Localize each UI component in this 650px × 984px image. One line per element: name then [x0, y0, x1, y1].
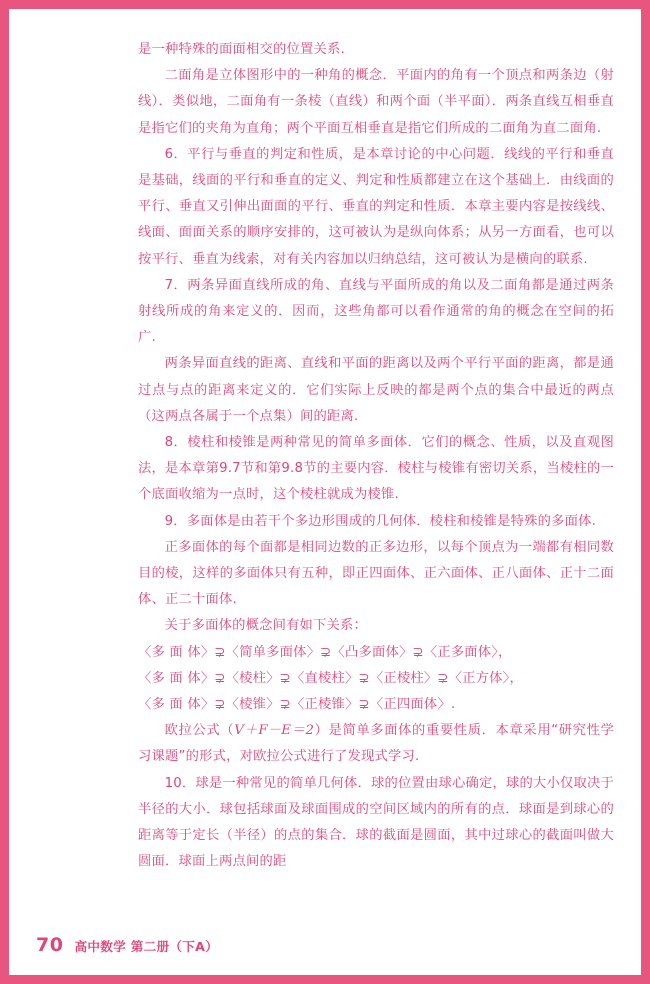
page-body-text	[138, 37, 614, 876]
book-title: 高中数学 第二册（下A）	[74, 939, 219, 954]
relation-line: 〈多 面 体〉⊋〈棱柱〉⊋〈直棱柱〉⊋〈正棱柱〉⊋〈正方体〉，	[138, 670, 523, 686]
paragraph: 8．棱柱和棱锥是两种常见的简单多面体．它们的概念、性质，以及直观图法，是本章第9.7节和第9.8节的主要内容．棱柱与棱锥有密切关系，当棱柱的一个底面收缩为一点时，这个棱柱就成为棱锥.	[138, 435, 614, 503]
paragraph: 是一种特殊的面面相交的位置关系.	[138, 42, 345, 57]
page-number: 70	[36, 934, 64, 956]
paragraph: 10．球是一种常见的简单几何体．球的位置由球心确定，球的大小仅取决于半径的大小．球包括球面及球面围成的空间区域内的所有的点．球面是到球心的距离等于定长（半径）的点的集合．球的截面是圆面，其中过球心的截面叫做大圆面．球面上两点间的距	[138, 775, 614, 870]
paragraph: 二面角是立体图形中的一种角的概念．平面内的角有一个顶点和两条边（射线）．类似地，二面角有一条棱（直线）和两个面（半平面）．两条直线互相垂直是指它们的夹角为直角；两个平面互相垂直是指它们所成的二面角为直二面角.	[138, 68, 614, 136]
page-footer	[36, 934, 218, 956]
paragraph: 9．多面体是由若干个多边形围成的几何体．棱柱和棱锥是特殊的多面体.	[164, 513, 597, 529]
relation-line: 〈多 面 体〉⊋〈棱锥〉⊋〈正棱锥〉⊋〈正四面体〉.	[138, 697, 456, 713]
euler-text-before: 欧拉公式（	[164, 723, 235, 739]
relation-line: 〈多 面 体〉⊋〈简单多面体〉⊋〈凸多面体〉⊋〈正多面体〉，	[138, 644, 512, 660]
paragraph: 7．两条异面直线所成的角、直线与平面所成的角以及二面角都是通过两条射线所成的角来定义的．因而，这些角都可以看作通常的角的概念在空间的拓广.	[138, 277, 614, 346]
paragraph: 关于多面体的概念间有如下关系：	[164, 618, 368, 634]
euler-text-after: ）是简单多面体的重要性质．本章采用“研究性学习课题”的形式，对欧拉公式进行了发现式学习.	[138, 723, 615, 765]
euler-formula-paragraph	[138, 718, 614, 770]
euler-formula: V＋F－E＝2	[234, 723, 315, 739]
paragraph: 正多面体的每个面都是相同边数的正多边形，以每个顶点为一端都有相同数目的棱，这样的多面体只有五种，即正四面体、正六面体、正八面体、正十二面体、正二十面体.	[138, 539, 614, 608]
paragraph: 6．平行与垂直的判定和性质，是本章讨论的中心问题．线线的平行和垂直是基础，线面的平行和垂直的定义、判定和性质都建立在这个基础上．由线面的平行、垂直又引伸出面面的平行、垂直的判定和性质．本章主要内容是按线线、线面、面面关系的顺序安排的，这可被认为是纵向体系；从另一方面看，也可以按平行、垂直为线索，对有关内容加以归纳总结，这可被认为是横向的联系.	[138, 146, 614, 267]
paragraph: 两条异面直线的距离、直线和平面的距离以及两个平行平面的距离，都是通过点与点的距离来定义的．它们实际上反映的都是两个点的集合中最近的两点（这两点各属于一个点集）间的距离.	[138, 356, 614, 424]
